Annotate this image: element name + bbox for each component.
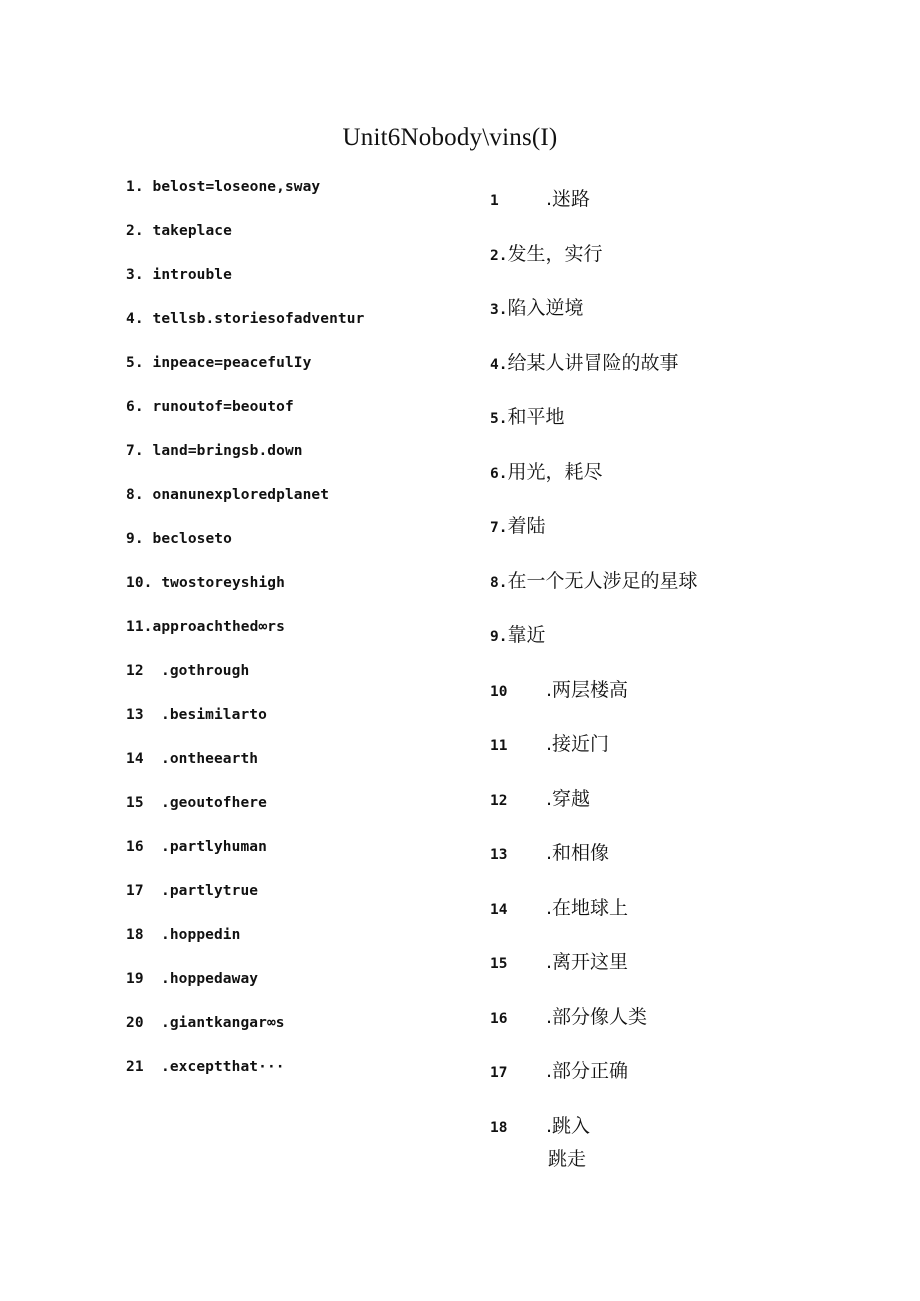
chinese-translation [490,293,697,348]
english-phrase-text: becloseto [143,531,232,547]
english-phrase-number: 6. [126,399,144,415]
chinese-translation [490,566,697,621]
chinese-translation-number: 12 [490,792,508,809]
english-phrase-text: approachthed∞rs [152,619,285,635]
chinese-translation-text: .穿越 [546,787,591,810]
english-phrase [126,748,364,792]
chinese-translation-text: .部分像人类 [546,1005,648,1028]
chinese-translation-number: 13 [490,847,508,863]
chinese-translation-number: 7. [490,520,508,536]
chinese-translation-text: 陷入逆境 [507,297,584,319]
chinese-translation-number: 6. [490,465,508,482]
english-phrase-text: land=bringsb.down [143,443,303,459]
chinese-translation [490,1002,697,1057]
english-phrase-number: 21 [126,1059,144,1075]
chinese-translation [490,511,697,566]
page-title: Unit6Nobody\vins(I) [342,124,558,151]
english-phrase-number: 18 [126,927,144,943]
chinese-translation-text: 发生，实行 [507,242,603,265]
chinese-translation-text: .迷路 [546,188,591,210]
english-phrase-text: belost=loseone,sway [143,179,321,195]
chinese-translation-number: 15 [490,956,508,972]
chinese-translation [490,239,697,294]
english-phrase-list [126,176,364,1100]
chinese-translation-text: 用光，耗尽 [507,460,603,483]
english-phrase [126,484,364,528]
english-phrase-text: .partlyhuman [161,839,267,855]
chinese-translation [490,457,697,512]
english-phrase-number: 1. [126,179,144,195]
english-phrase-number: 12 [126,663,144,679]
english-phrase-number: 20 [126,1015,144,1031]
chinese-translation-number: 5. [490,411,508,427]
english-phrase-text: .geoutofhere [161,795,267,811]
chinese-translation-text: 给某人讲冒险的故事 [507,351,679,374]
english-phrase-text: .hoppedin [161,927,241,943]
english-phrase-number: 13 [126,707,144,723]
english-phrase-number: 10. [126,575,153,591]
english-phrase [126,528,364,572]
english-phrase-number: 15 [126,795,144,811]
chinese-translation-list [490,184,697,1165]
english-phrase-number: 3. [126,267,144,283]
english-phrase-number: 11. [126,619,153,635]
chinese-translation-text: .和相像 [546,842,610,864]
chinese-translation-number: 11 [490,738,508,754]
english-phrase-text: onanunexploredplanet [143,487,330,503]
chinese-translation [490,184,697,239]
chinese-translation [490,620,697,675]
english-phrase [126,220,364,264]
english-phrase [126,572,364,616]
english-phrase [126,396,364,440]
english-phrase [126,616,364,660]
english-phrase-number: 17 [126,883,144,899]
chinese-translation-text: .部分正确 [546,1060,629,1082]
chinese-translation [490,947,697,1002]
chinese-translation [490,784,697,839]
chinese-translation [490,729,697,784]
english-phrase-text: twostoreyshigh [152,575,285,591]
english-phrase [126,968,364,1012]
cut-off-text: 跳走 [548,1148,587,1170]
chinese-translation-text: 靠近 [507,624,546,646]
english-phrase-number: 19 [126,971,144,987]
chinese-translation [490,348,697,403]
english-phrase-text: .besimilarto [161,707,267,723]
english-phrase-number: 5. [126,355,144,371]
chinese-translation [490,402,697,457]
chinese-translation-number: 14 [490,901,508,918]
chinese-translation-text: .跳入 [546,1114,591,1137]
chinese-translation-number: 1 [490,193,499,209]
chinese-translation-number: 9. [490,629,508,645]
chinese-translation [490,893,697,948]
english-phrase [126,1012,364,1056]
english-phrase [126,1056,364,1100]
english-phrase-text: inpeace=peacefulIy [143,355,312,371]
english-phrase-text: .exceptthat··· [161,1059,285,1075]
chinese-translation-text: 在一个无人涉足的星球 [507,569,698,592]
chinese-translation-number: 4. [490,356,508,373]
english-phrase-text: .hoppedaway [161,971,259,987]
chinese-translation-number: 16 [490,1010,508,1027]
english-phrase-text: .giantkangar∞s [161,1015,285,1031]
english-phrase [126,880,364,924]
chinese-translation-text: .离开这里 [546,951,629,973]
chinese-translation-number: 17 [490,1065,508,1081]
english-phrase-number: 8. [126,487,144,503]
chinese-translation [490,838,697,893]
english-phrase-number: 9. [126,531,144,547]
english-phrase-number: 2. [126,223,144,239]
english-phrase [126,308,364,352]
chinese-translation [490,1111,697,1166]
english-phrase-text: introuble [143,267,232,283]
chinese-translation [490,675,697,730]
english-phrase-text: takeplace [143,223,232,239]
english-phrase [126,660,364,704]
english-phrase-text: tellsb.storiesofadventur [143,311,365,327]
chinese-translation-text: .在地球上 [546,896,629,919]
english-phrase-number: 16 [126,839,144,855]
chinese-translation [490,1056,697,1111]
english-phrase [126,264,364,308]
chinese-translation-number: 10 [490,683,508,700]
english-phrase [126,836,364,880]
chinese-translation-text: .接近门 [546,733,610,755]
chinese-translation-text: 着陆 [507,515,546,537]
chinese-translation-number: 2. [490,247,508,264]
english-phrase-text: .ontheearth [161,751,259,767]
english-phrase [126,440,364,484]
english-phrase [126,792,364,836]
english-phrase-number: 7. [126,443,144,459]
english-phrase [126,352,364,396]
english-phrase-text: .gothrough [161,663,250,679]
chinese-translation-text: 和平地 [507,406,565,428]
english-phrase-number: 14 [126,751,144,767]
chinese-translation-text: .两层楼高 [546,678,629,701]
english-phrase-text: .partlytrue [161,883,259,899]
cut-off-text-fragment [548,1148,588,1172]
chinese-translation-number: 8. [490,574,508,591]
english-phrase [126,924,364,968]
chinese-translation-number: 18 [490,1119,508,1136]
chinese-translation-number: 3. [490,302,508,318]
english-phrase-text: runoutof=beoutof [143,399,294,415]
english-phrase-number: 4. [126,311,144,327]
english-phrase [126,176,364,220]
english-phrase [126,704,364,748]
